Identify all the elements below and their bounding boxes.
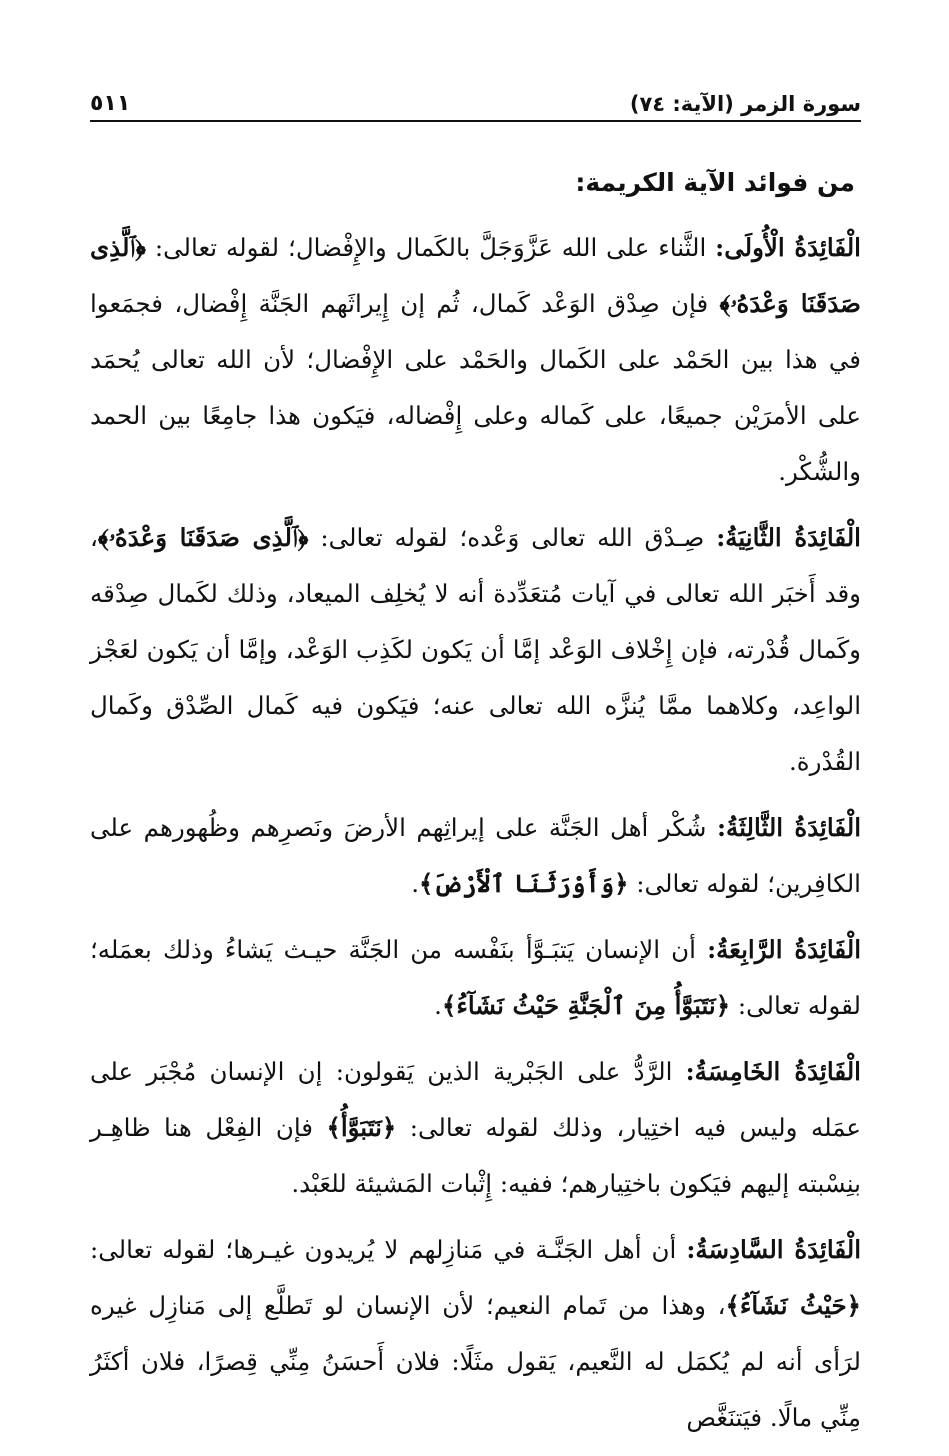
benefit-text: صِـدْق الله تعالى وَعْده؛ لقوله تعالى: — [308, 523, 717, 552]
section-title: من فوائد الآية الكريمة: — [575, 168, 855, 197]
benefit-text: فإن الفِعْل هنا ظاهِـر بنِسْبته إليهم فيَكون باختِيارهم؛ ففيه: إِثْبات المَشيئة للعَبْد. — [90, 1113, 861, 1198]
benefit-text: الرَّدُّ على الجَبْرية الذين يَقولون: إن الإنسان مُجْبَر على عمَله وليس فيه اختِيار، وذلك لقوله تعالى: — [90, 1057, 861, 1142]
benefit-paragraph-3 — [90, 800, 861, 912]
benefit-label: الْفَائِدَةُ الْأُولَى: — [715, 233, 861, 262]
quran-quote: ﴿ ٱلَّذِى صَدَقَنَا وَعْدَهُۥ ﴾ — [90, 233, 861, 318]
benefit-text: ، وهذا من تَمام النعيم؛ لأن الإنسان لو تَطلَّع إلى مَنازِل غيره لرَأى أنه لم يُكمَل له النَّعيم، يَقول مثَلًا: فلان أَحسَنُ مِنِّي قِصرًا، فلان أكثَرُ مِنِّي مالًا. فيَتنَغَّص — [90, 1291, 861, 1432]
surah-reference: سورة الزمر (الآية: ٧٤) — [629, 92, 861, 116]
benefit-label: الْفَائِدَةُ الثَّالِثَةُ: — [716, 813, 861, 842]
benefit-text: . — [434, 991, 442, 1020]
benefit-paragraph-5 — [90, 1044, 861, 1212]
benefit-paragraph-6 — [90, 1222, 861, 1446]
benefit-label: الْفَائِدَةُ الخَامِسَةُ: — [685, 1057, 861, 1086]
quran-quote: ﴿ حَيْثُ نَشَآءُ ﴾ — [726, 1291, 861, 1320]
benefit-label: الْفَائِدَةُ الرَّابِعَةُ: — [707, 935, 861, 964]
benefit-text: الثَّناء على الله عَزَّوَجَلَّ بالكَمال والإِفْضال؛ لقوله تعالى: — [145, 233, 716, 262]
benefit-paragraph-2 — [90, 510, 861, 790]
benefit-text: ، وقد أَخبَر الله تعالى في آيات مُتعَدِّدة أنه لا يُخلِف الميعاد، وذلك لكَمال صِدْقه وكَمال قُدْرته، فإن إِخْلاف الوَعْد إمَّا أن يَكون لكَذِب الوَعْد، وإمَّا أن يَكون لعَجْز الواعِد، وكلاهما ممَّا يُنزَّه الله تعالى عنه؛ فيَكون فيه كَمال الصِّدْق وكَمال القُدْرة. — [90, 523, 861, 776]
quran-quote: ﴿ نَتَبَوَّأُ ﴾ — [326, 1113, 396, 1142]
page-number: ٥١١ — [90, 91, 131, 116]
benefit-label: الْفَائِدَةُ الثَّانِيَةُ: — [716, 523, 861, 552]
benefit-text: أن الإنسان يَتبَـوَّأ بنَفْسه من الجَنَّة حيـث يَشاءُ وذلك بعمَله؛ لقوله تعالى: — [90, 935, 861, 1020]
quran-quote: ﴿ وَأَوْرَثَنَا ٱلْأَرْضَ ﴾ — [419, 869, 629, 898]
quran-quote: ﴿ نَتَبَوَّأُ مِنَ ٱلْجَنَّةِ حَيْثُ نَشَآءُ ﴾ — [442, 991, 730, 1020]
benefit-text: . — [411, 869, 419, 898]
benefit-label: الْفَائِدَةُ السَّادِسَةُ: — [686, 1235, 861, 1264]
page-header — [90, 82, 861, 122]
quran-quote: ﴿ ٱلَّذِى صَدَقَنَا وَعْدَهُۥ ﴾ — [98, 523, 309, 552]
benefit-text: أن أهل الجَنَّـة في مَنازِلهم لا يُريدون غيـرها؛ لقوله تعالى: — [90, 1235, 687, 1264]
benefit-paragraph-1 — [90, 220, 861, 500]
benefit-paragraph-4 — [90, 922, 861, 1034]
benefit-text: فإن صِدْق الوَعْد كَمال، ثُم إن إِيراثَهم الجَنَّة إِفْضال، فجمَعوا في هذا بين الحَمْد على الكَمال والحَمْد على الإِفْضال؛ لأن الله تعالى يُحمَد على الأمرَيْن جميعًا، على كَماله وعلى إِفْضاله، فيَكون هذا جامِعًا بين الحمد والشُّكْر. — [90, 289, 861, 486]
benefit-text: شُكْر أهل الجَنَّة على إيراثِهم الأرضَ ونَصرِهم وظُهورهم على الكافِرين؛ لقوله تعالى: — [90, 813, 861, 898]
page-body — [90, 160, 861, 1456]
